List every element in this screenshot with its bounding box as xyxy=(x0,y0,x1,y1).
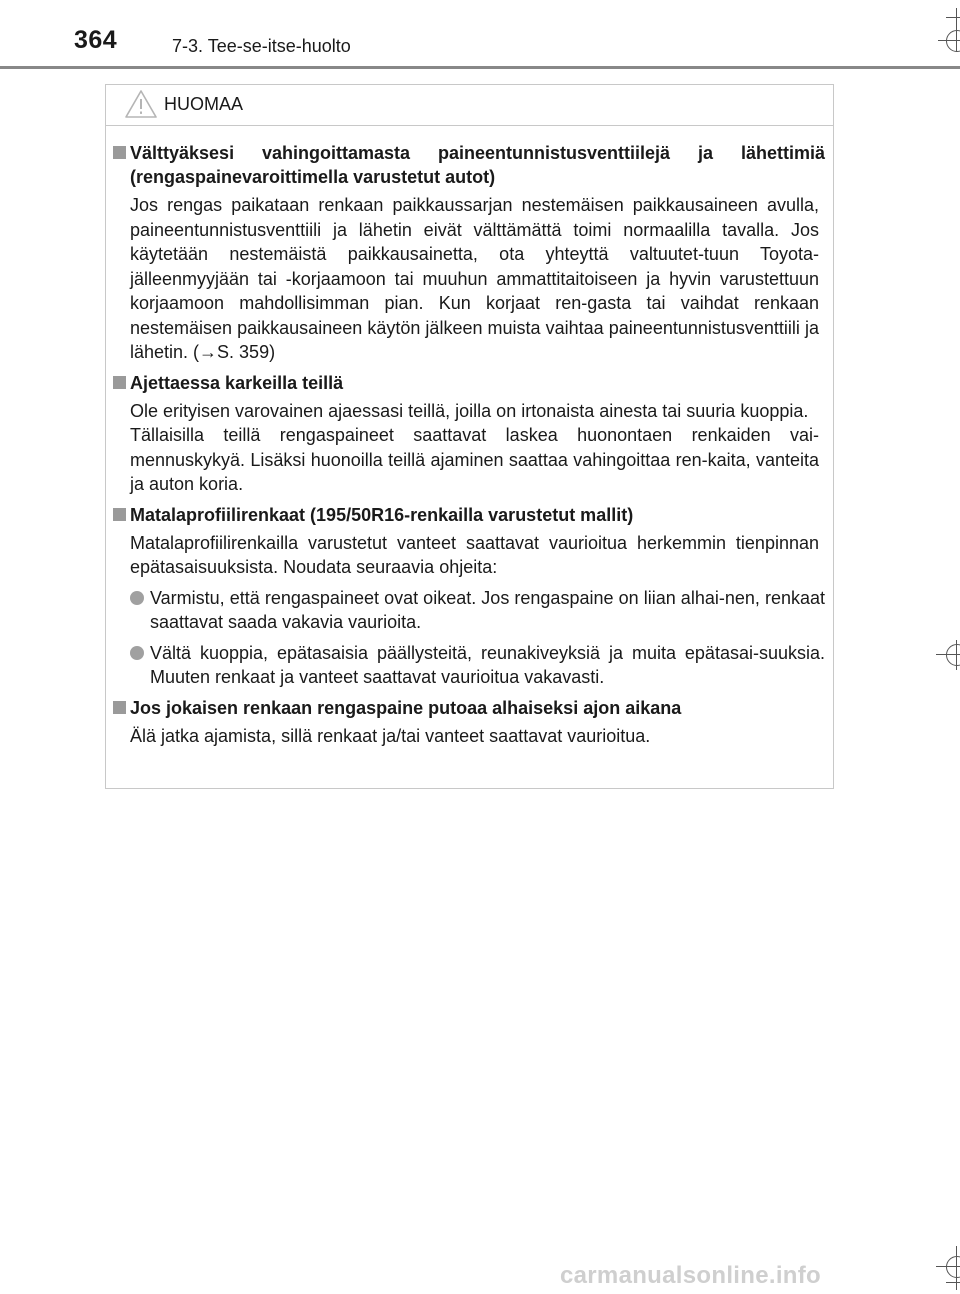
round-bullet-icon xyxy=(130,591,144,605)
square-bullet-icon xyxy=(113,701,126,714)
square-bullet-icon xyxy=(113,508,126,521)
section-title: 7-3. Tee-se-itse-huolto xyxy=(172,36,351,56)
item-heading: Välttyäksesi vahingoittamasta paineentunnistusventtiilejä ja lähettimiä (rengaspainevaroittimella varustetut autot) xyxy=(106,141,833,189)
notice-item-rough-roads xyxy=(106,371,833,497)
item-heading: Ajettaessa karkeilla teillä xyxy=(106,371,833,395)
list-item: Varmistu, että rengaspaineet ovat oikeat. Jos rengaspaine on liian alhai-nen, renkaat saattavat saada vakavia vaurioita. xyxy=(106,586,833,635)
header-rule xyxy=(0,66,960,69)
watermark: carmanualsonline.info xyxy=(560,1262,822,1289)
registration-mark-bottom-icon xyxy=(932,1246,960,1290)
item-text: Jos rengas paikataan renkaan paikkaussarjan nestemäisen paikkausaineen avulla, paineentunnistusventtiili ja lähetin eivät välttämättä toimi normaalilla tavalla. Jos käytetään nestemäistä paikkausainetta, ota yhteyttä valtuutet-tuun Toyota-jälleenmyyjään tai -korjaamoon tai muuhun ammattitaitoiseen ja hyvin varustettuun korjaamoon mahdollisimman pian. Kun korjaat ren-gasta tai vaihdat renkaan nestemäisen paikkausaineen käytön jälkeen muista vaihtaa paineentunnistusventtiili ja lähetin. (→S. 359) xyxy=(130,195,819,362)
list-item: Vältä kuoppia, epätasaisia päällysteitä, reunakiveyksiä ja muita epätasai-suuksia. Muuten renkaat ja vanteet saattavat vaurioitua vakavasti. xyxy=(106,641,833,690)
notice-item-pressure-drop xyxy=(106,696,833,749)
notice-label: HUOMAA xyxy=(164,94,244,114)
notice-item-valve-protection xyxy=(106,141,833,365)
item-heading: Matalaprofiilirenkaat (195/50R16-renkailla varustetut mallit) xyxy=(106,503,833,527)
page-number: 364 xyxy=(74,26,118,54)
round-bullet-icon xyxy=(130,646,144,660)
registration-mark-top-icon xyxy=(932,8,960,52)
item-text: Älä jatka ajamista, sillä renkaat ja/tai vanteet saattavat vaurioitua. xyxy=(130,725,651,746)
notice-item-low-profile-tires xyxy=(106,503,833,690)
notice-header xyxy=(106,85,833,126)
item-text: Ole erityisen varovainen ajaessasi teillä, joilla on irtonaista ainesta tai suuria kuoppia. xyxy=(130,400,809,421)
square-bullet-icon xyxy=(113,146,126,159)
item-text: Matalaprofiilirenkailla varustetut vanteet saattavat vaurioitua herkemmin tienpinnan epätasaisuuksista. Noudata seuraavia ohjeita: xyxy=(130,532,819,577)
warning-triangle-icon xyxy=(124,89,158,119)
item-text-2: Tällaisilla teillä rengaspaineet saattavat laskea huonontaen renkaiden vai-mennuskykyä. Lisäksi huonoilla teillä ajaminen saattaa vahingoittaa ren-kaita, vanteita ja auton koria. xyxy=(130,425,819,494)
notice-body xyxy=(106,141,833,754)
registration-mark-middle-icon xyxy=(932,640,960,670)
notice-box xyxy=(105,84,834,789)
square-bullet-icon xyxy=(113,376,126,389)
item-heading: Jos jokaisen renkaan rengaspaine putoaa alhaiseksi ajon aikana xyxy=(106,696,833,720)
